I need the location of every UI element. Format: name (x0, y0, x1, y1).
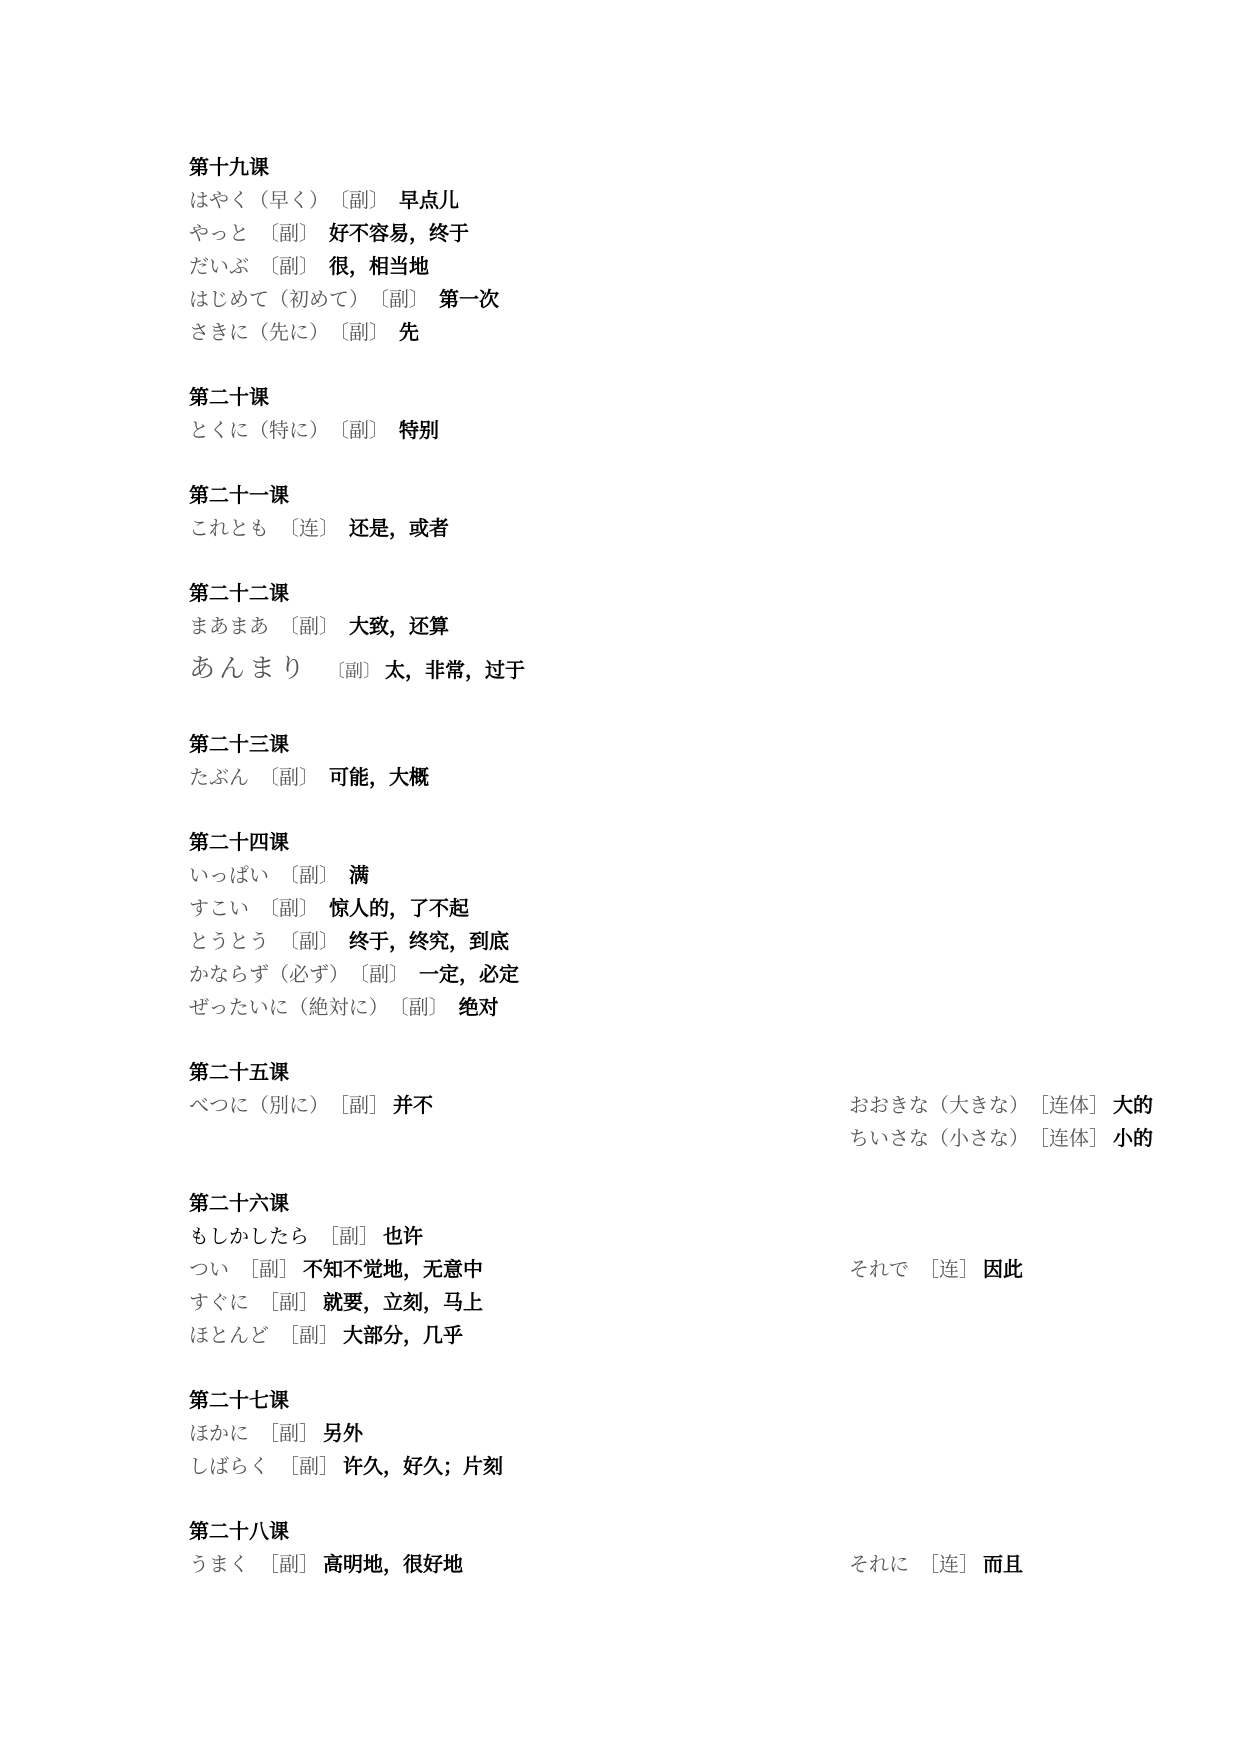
japanese-word: つい (189, 1257, 229, 1281)
chinese-meaning: 不知不觉地，无意中 (303, 1257, 483, 1281)
chinese-meaning: 早点儿 (399, 188, 459, 212)
japanese-word: ほとんど (189, 1323, 269, 1347)
lesson-27 (189, 1384, 649, 1483)
spacer-row (189, 1122, 649, 1155)
vocab-entry (189, 761, 649, 794)
part-of-speech: 〔连〕 (279, 516, 339, 540)
part-of-speech: 〔副〕 (398, 995, 449, 1019)
japanese-word: ほかに (189, 1421, 249, 1445)
part-of-speech: ［副］ (279, 1323, 339, 1347)
vocab-entry (189, 1548, 649, 1581)
lesson-title: 第二十五课 (189, 1060, 289, 1084)
part-of-speech: 〔副〕 (279, 863, 339, 887)
vocab-entry (189, 283, 649, 316)
part-of-speech: ［副］ (339, 1093, 389, 1117)
part-of-speech: ［连体］ (1039, 1126, 1109, 1150)
lesson-21 (189, 479, 649, 545)
japanese-word: だいぶ (189, 254, 249, 278)
chinese-meaning: 可能，大概 (329, 765, 429, 789)
vocab-entry-right (849, 1089, 1153, 1122)
part-of-speech: 〔副〕 (259, 221, 319, 245)
vocab-entry (189, 1253, 649, 1286)
part-of-speech: ［连］ (919, 1552, 979, 1576)
chinese-meaning: 很，相当地 (329, 254, 429, 278)
vocab-entry (189, 1286, 649, 1319)
vocab-entry-right (849, 1253, 1023, 1286)
lesson-20 (189, 381, 649, 447)
part-of-speech: ［副］ (279, 1454, 339, 1478)
chinese-meaning: 满 (349, 863, 369, 887)
part-of-speech: ［副］ (319, 1224, 379, 1248)
lesson-title: 第二十七课 (189, 1388, 289, 1412)
japanese-word: ぜったいに（絶対に） (189, 995, 389, 1019)
japanese-word: かならず（必ず） (189, 962, 349, 986)
part-of-speech: 〔副〕 (339, 320, 389, 344)
japanese-word: それで (849, 1257, 909, 1281)
japanese-word: べつに（別に） (189, 1093, 329, 1117)
chinese-meaning: 还是，或者 (349, 516, 449, 540)
chinese-meaning: 因此 (983, 1257, 1023, 1281)
vocab-entry (189, 610, 649, 643)
part-of-speech: 〔副〕 (259, 254, 319, 278)
lesson-23 (189, 728, 649, 794)
japanese-word: もしかしたら (189, 1224, 309, 1248)
part-of-speech: ［副］ (239, 1257, 299, 1281)
chinese-meaning: 第一次 (439, 287, 499, 311)
vocab-entry (189, 184, 649, 217)
part-of-speech: 〔副〕 (339, 188, 389, 212)
vocab-entry (189, 958, 649, 991)
lesson-title: 第二十八课 (189, 1519, 289, 1543)
chinese-meaning: 也许 (383, 1224, 423, 1248)
chinese-meaning: 太，非常，过于 (385, 658, 526, 682)
vocab-entry (189, 1220, 649, 1253)
lesson-title: 第十九课 (189, 155, 269, 179)
lesson-19 (189, 151, 649, 349)
chinese-meaning: 一定，必定 (419, 962, 519, 986)
chinese-meaning: 许久，好久；片刻 (343, 1454, 503, 1478)
japanese-word: おおきな（大きな） (849, 1093, 1029, 1117)
part-of-speech: 〔副〕 (279, 614, 339, 638)
japanese-word: すこい (189, 896, 249, 920)
vocab-entry (189, 512, 649, 545)
chinese-meaning: 大致，还算 (349, 614, 449, 638)
chinese-meaning: 绝对 (458, 995, 499, 1019)
vocab-entry (189, 991, 649, 1024)
part-of-speech: 〔副〕 (279, 929, 339, 953)
japanese-word: うまく (189, 1552, 249, 1576)
lesson-28 (189, 1515, 1023, 1581)
lesson-25 (189, 1056, 1153, 1155)
chinese-meaning: 而且 (983, 1552, 1023, 1576)
chinese-meaning: 另外 (323, 1421, 363, 1445)
japanese-word: いっぱい (189, 863, 269, 887)
vocab-entry (189, 414, 649, 447)
japanese-word: まあまあ (189, 614, 269, 638)
vocabulary-list (189, 151, 1153, 1613)
part-of-speech: ［副］ (259, 1421, 319, 1445)
chinese-meaning: 大部分，几乎 (343, 1323, 463, 1347)
lesson-title: 第二十二课 (189, 581, 289, 605)
part-of-speech: ［副］ (259, 1290, 319, 1314)
chinese-meaning: 并不 (393, 1093, 433, 1117)
vocab-entry (189, 859, 649, 892)
chinese-meaning: 先 (399, 320, 419, 344)
japanese-word: それに (849, 1552, 909, 1576)
lesson-title: 第二十四课 (189, 830, 289, 854)
lesson-title: 第二十三课 (189, 732, 289, 756)
vocab-entry (189, 1450, 649, 1483)
chinese-meaning: 就要，立刻，马上 (323, 1290, 483, 1314)
chinese-meaning: 特别 (399, 418, 439, 442)
japanese-word: はやく（早く） (189, 188, 329, 212)
japanese-word: たぶん (189, 765, 249, 789)
chinese-meaning: 大的 (1113, 1093, 1153, 1117)
lesson-title: 第二十一课 (189, 483, 289, 507)
part-of-speech: 〔副〕 (259, 765, 319, 789)
chinese-meaning: 好不容易，终于 (329, 221, 469, 245)
japanese-word: とうとう (189, 929, 269, 953)
lesson-title: 第二十六课 (189, 1191, 289, 1215)
vocab-entry (189, 1089, 649, 1122)
japanese-word: はじめて（初めて） (189, 287, 369, 311)
japanese-word: しばらく (189, 1454, 269, 1478)
vocab-entry-right (849, 1548, 1023, 1581)
japanese-word: これとも (189, 516, 269, 540)
vocab-entry (189, 925, 649, 958)
vocab-entry (189, 316, 649, 349)
part-of-speech: 〔副〕 (379, 287, 429, 311)
part-of-speech: 〔副〕 (259, 896, 319, 920)
japanese-word: あんまり (189, 654, 310, 684)
lesson-title: 第二十课 (189, 385, 269, 409)
vocab-entry (189, 1319, 649, 1352)
japanese-word: さきに（先に） (189, 320, 329, 344)
lesson-26 (189, 1187, 1023, 1352)
japanese-word: やっと (189, 221, 249, 245)
japanese-word: すぐに (189, 1290, 249, 1314)
vocab-entry (189, 217, 649, 250)
part-of-speech: 〔副〕 (339, 418, 389, 442)
vocab-entry-right (849, 1122, 1153, 1155)
chinese-meaning: 惊人的，了不起 (329, 896, 469, 920)
chinese-meaning: 小的 (1113, 1126, 1153, 1150)
part-of-speech: 〔副〕 (327, 661, 382, 682)
part-of-speech: ［连］ (919, 1257, 979, 1281)
lesson-24 (189, 826, 649, 1024)
chinese-meaning: 高明地，很好地 (323, 1552, 463, 1576)
lesson-22 (189, 577, 649, 696)
vocab-entry (189, 1417, 649, 1450)
vocab-entry (189, 892, 649, 925)
vocab-entry (189, 250, 649, 283)
part-of-speech: ［连体］ (1039, 1093, 1109, 1117)
japanese-word: ちいさな（小さな） (849, 1126, 1029, 1150)
vocab-entry (189, 645, 649, 696)
chinese-meaning: 终于，终究，到底 (349, 929, 509, 953)
part-of-speech: 〔副〕 (359, 962, 409, 986)
japanese-word: とくに（特に） (189, 418, 329, 442)
part-of-speech: ［副］ (259, 1552, 319, 1576)
